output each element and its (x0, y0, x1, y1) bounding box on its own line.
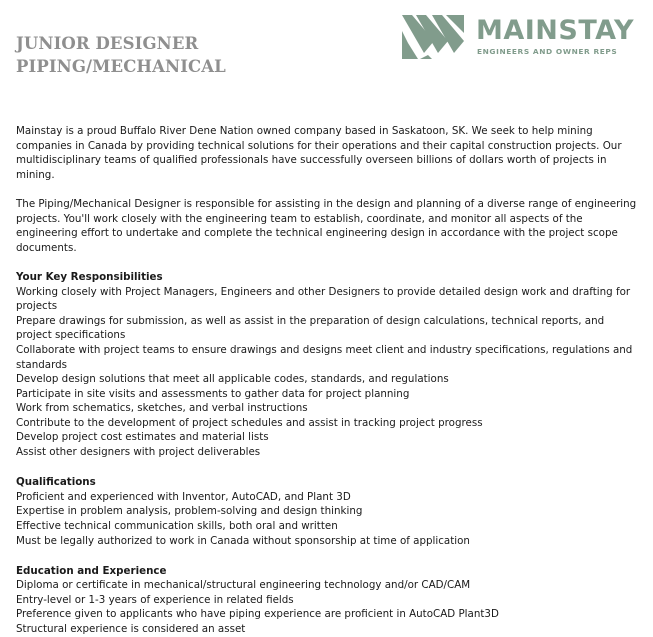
list-item: Entry-level or 1-3 years of experience in related fields (16, 593, 294, 606)
list-item: Work from schematics, sketches, and verbal instructions (16, 402, 308, 415)
list-item: Prepare drawings for submission, as well as assist in the preparation of design calculations, technical reports, and project specifications (16, 314, 605, 342)
list-item: Participate in site visits and assessments to gather data for project planning (16, 387, 410, 400)
list-item: Structural experience is considered an asset (16, 623, 246, 635)
mainstay-logo-mark-icon (402, 13, 466, 61)
qualifications-section (16, 475, 642, 548)
job-description (16, 124, 642, 637)
job-title-line-2: PIPING/MECHANICAL (16, 57, 226, 76)
logo-tagline: ENGINEERS AND OWNER REPS (477, 47, 618, 56)
list-item: Effective technical communication skills, both oral and written (16, 519, 338, 532)
education-section (16, 564, 642, 637)
job-title (16, 32, 226, 78)
mainstay-logo (402, 13, 638, 63)
list-item: Develop design solutions that meet all applicable codes, standards, and regulations (16, 373, 449, 386)
list-item: Working closely with Project Managers, Engineers and other Designers to provide detailed design work and drafting for projects (16, 285, 631, 313)
list-item: Assist other designers with project deliverables (16, 446, 261, 459)
education-list (16, 578, 642, 636)
list-item: Expertise in problem analysis, problem-solving and design thinking (16, 505, 363, 518)
intro-paragraph-2: The Piping/Mechanical Designer is responsible for assisting in the design and planning of a diverse range of engineering projects. You'll work closely with the engineering team to establish, coordinate, and monitor all aspects of the engineering effort to undertake and complete the technical engineering design in accordance with the project scope documents. (16, 197, 637, 254)
section-heading: Qualifications (16, 476, 96, 489)
list-item: Contribute to the development of project schedules and assist in tracking project progress (16, 416, 483, 429)
section-heading: Education and Experience (16, 564, 167, 577)
list-item: Collaborate with project teams to ensure drawings and designs meet client and industry specifications, regulations and standards (16, 343, 633, 371)
job-title-line-1: JUNIOR DESIGNER (16, 34, 199, 53)
list-item: Diploma or certificate in mechanical/structural engineering technology and/or CAD/CAM (16, 579, 471, 592)
list-item: Develop project cost estimates and material lists (16, 431, 269, 444)
responsibilities-section (16, 270, 642, 460)
responsibilities-list (16, 285, 642, 460)
intro-paragraph-1: Mainstay is a proud Buffalo River Dene Nation owned company based in Saskatoon, SK. We seek to help mining companies in Canada by providing technical solutions for their operations and their capital construction projects. Our multidisciplinary teams of qualified professionals have successfully overseen billions of dollars worth of projects in mining. (16, 125, 622, 181)
section-heading: Your Key Responsibilities (16, 270, 163, 283)
logo-wordmark: MAINSTAY (476, 15, 635, 46)
list-item: Must be legally authorized to work in Canada without sponsorship at time of application (16, 534, 470, 547)
qualifications-list (16, 490, 642, 548)
list-item: Preference given to applicants who have piping experience are proficient in AutoCAD Plant3D (16, 608, 499, 621)
list-item: Proficient and experienced with Inventor, AutoCAD, and Plant 3D (16, 490, 351, 503)
